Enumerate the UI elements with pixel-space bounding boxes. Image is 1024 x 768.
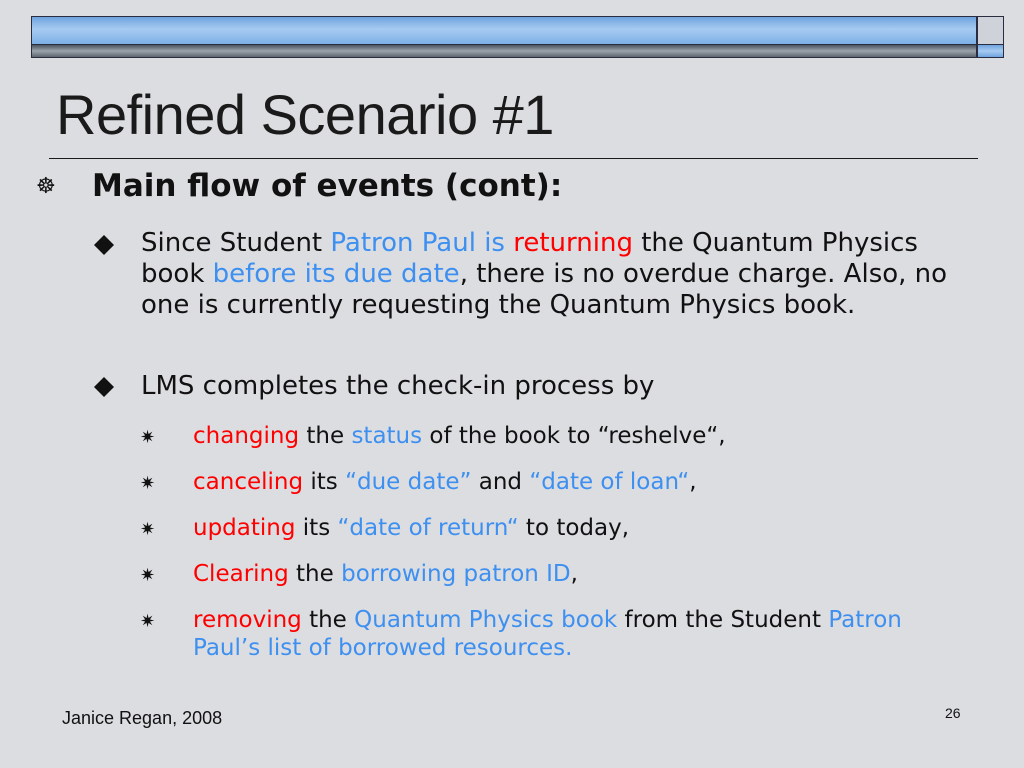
header-corner-box <box>977 16 1004 58</box>
point-2-segment-1: LMS completes the check-in process by <box>141 371 655 401</box>
asterisk-icon: ✷ <box>140 427 156 448</box>
header-corner-box-lower <box>978 44 1003 57</box>
header-corner-box-upper <box>978 17 1003 44</box>
subpoint-1-segment-1: changing <box>193 423 300 449</box>
section-heading: Main flow of events (cont): <box>92 168 563 204</box>
wheel-icon: ☸ <box>36 174 56 199</box>
header-banner <box>31 16 977 58</box>
subpoint-2-segment-6: , <box>689 469 697 495</box>
header-banner-dark-band <box>32 44 976 57</box>
diamond-icon <box>93 234 115 256</box>
subpoint-3-segment-1: updating <box>193 515 296 541</box>
subpoint-3 <box>193 514 973 542</box>
subpoint-2-segment-5: “date of loan“ <box>529 469 690 495</box>
asterisk-icon: ✷ <box>140 519 156 540</box>
subpoint-5-segment-4: from the Student <box>617 607 829 633</box>
subpoint-2-segment-2: its <box>303 469 346 495</box>
bullet-point-2 <box>141 371 981 402</box>
subpoint-4-segment-3: borrowing patron ID <box>341 561 571 587</box>
subpoint-3-segment-2: its <box>295 515 338 541</box>
slide-title: Refined Scenario #1 <box>56 83 554 146</box>
subpoint-3-segment-3: “date of return“ <box>337 515 519 541</box>
subpoint-1-segment-4: of the book to “reshelve“, <box>422 423 726 449</box>
subpoint-1 <box>193 422 973 450</box>
subpoint-2-segment-1: canceling <box>193 469 304 495</box>
point-1-segment-2: Patron Paul is <box>330 228 514 258</box>
footer-author: Janice Regan, 2008 <box>62 708 223 728</box>
subpoint-5-segment-3: Quantum Physics book <box>354 607 618 633</box>
bullet-point-1 <box>141 228 981 321</box>
diamond-icon <box>93 376 115 398</box>
subpoint-5-segment-5: Patron Paul’s list of borrowed resources. <box>193 607 902 661</box>
point-1-segment-6: , there is no overdue charge. Also, no one is currently requesting the Quantum Physics book. <box>141 259 948 320</box>
subpoint-4-segment-4: , <box>570 561 578 587</box>
subpoint-2 <box>193 468 973 496</box>
asterisk-icon: ✷ <box>140 611 156 632</box>
subpoint-2-segment-3: “due date” <box>345 469 472 495</box>
title-divider <box>49 158 978 159</box>
page-number: 26 <box>945 705 961 721</box>
subpoint-5-segment-1: removing <box>193 607 302 633</box>
point-1-segment-3: returning <box>513 228 633 258</box>
subpoint-4-segment-1: Clearing <box>193 561 289 587</box>
point-1-segment-5: before its due date <box>212 259 460 289</box>
subpoint-5 <box>193 606 973 662</box>
asterisk-icon: ✷ <box>140 565 156 586</box>
point-1-segment-1: Since Student <box>141 228 331 258</box>
subpoint-1-segment-3: status <box>351 423 423 449</box>
subpoint-2-segment-4: and <box>471 469 530 495</box>
subpoint-4 <box>193 560 973 588</box>
asterisk-icon: ✷ <box>140 473 156 494</box>
subpoint-3-segment-4: to today, <box>518 515 630 541</box>
point-1-segment-4: the Quantum Physics book <box>141 228 918 289</box>
subpoint-5-segment-2: the <box>301 607 355 633</box>
header-banner-light-band <box>32 17 976 44</box>
subpoint-1-segment-2: the <box>299 423 352 449</box>
subpoint-4-segment-2: the <box>288 561 342 587</box>
